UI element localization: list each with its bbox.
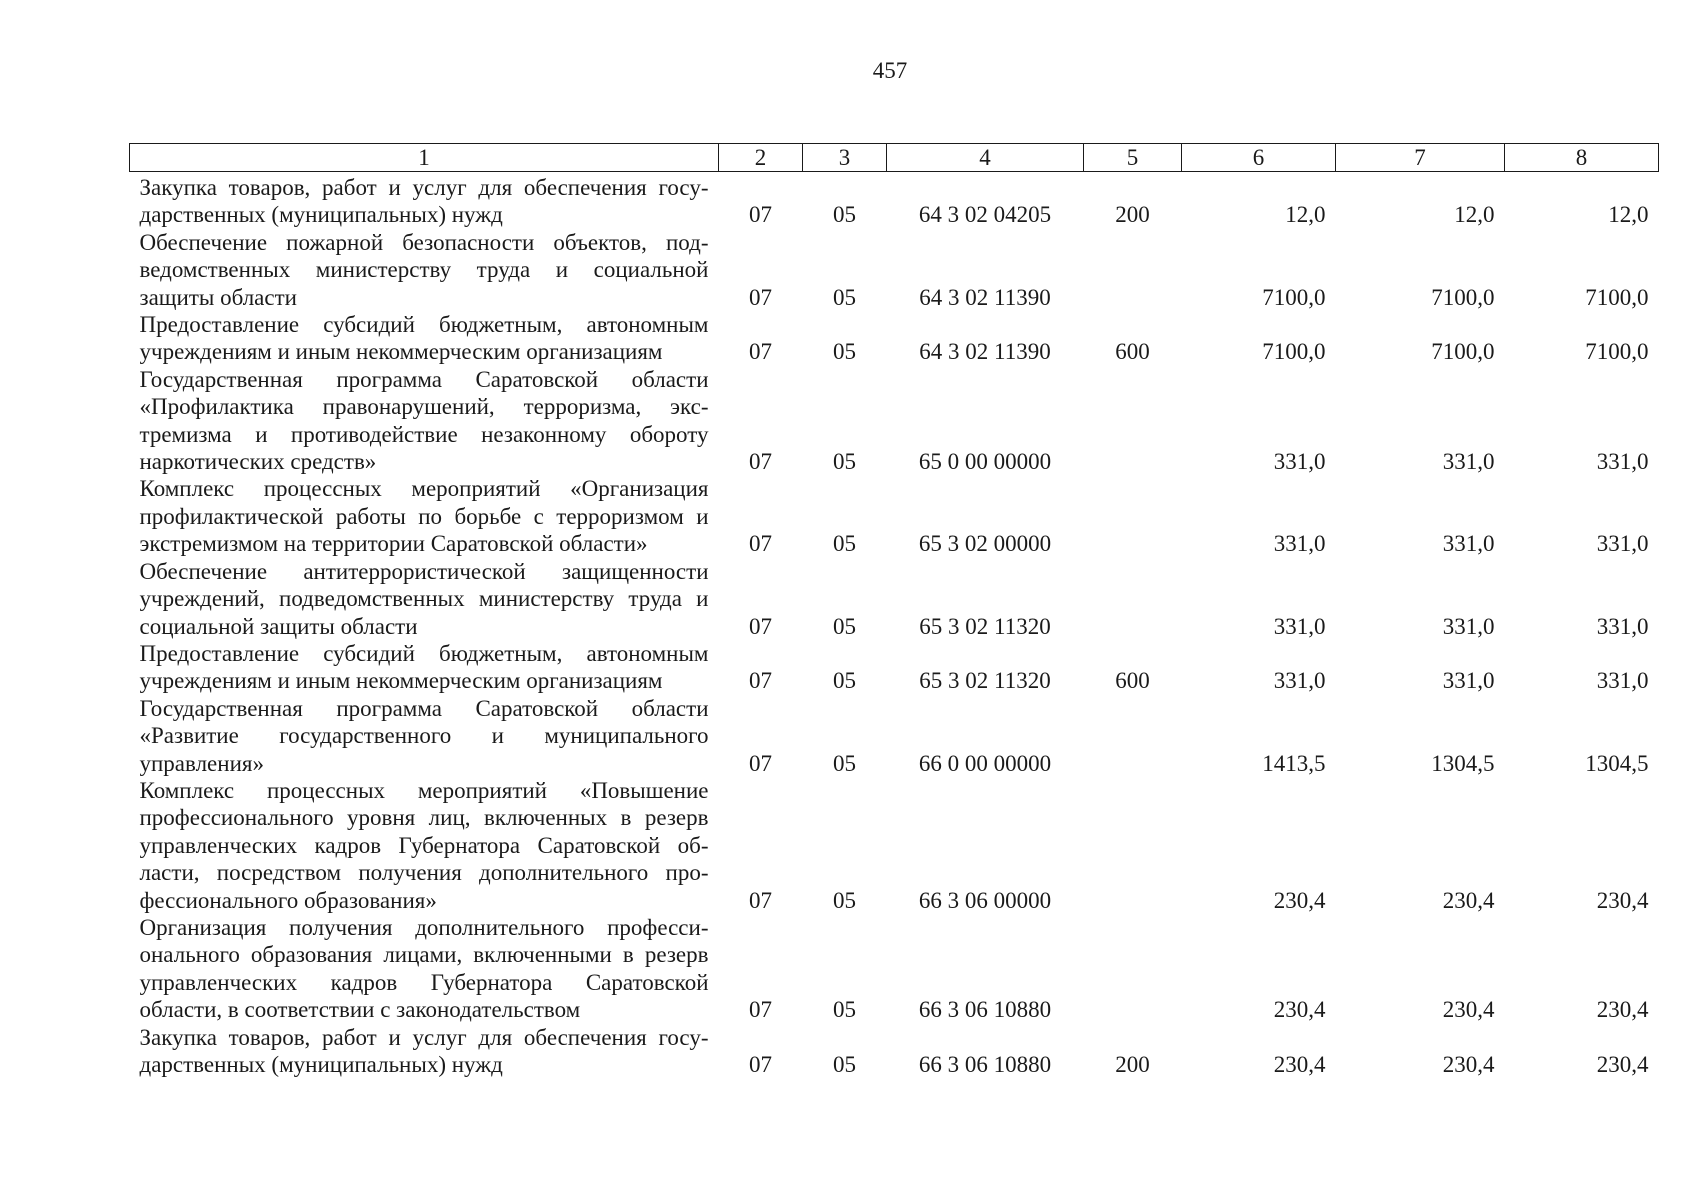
row-subsection: 05 xyxy=(833,668,856,694)
row-target-article: 65 3 02 11320 xyxy=(919,613,1051,639)
row-subsection: 05 xyxy=(833,887,856,913)
row-section: 07 xyxy=(749,202,772,228)
row-amount-year1: 12,0 xyxy=(1285,202,1326,228)
row-amount-year3: 7100,0 xyxy=(1585,284,1649,310)
row-description: Государственная программа Саратовской области «Развитие государственного и муниципального управления» xyxy=(139,695,709,776)
row-amount-year2: 331,0 xyxy=(1442,449,1495,475)
row-target-article: 64 3 02 11390 xyxy=(919,339,1051,365)
row-description: Организация получения дополнительного профессионального образования лицами, включенными в резерв управленческих кадров Губернатора Саратовской области, в соответствии с законодательством xyxy=(139,914,709,1023)
row-amount-year2: 331,0 xyxy=(1442,668,1495,694)
row-target-article: 65 0 00 00000 xyxy=(918,449,1052,475)
row-amount-year3: 1304,5 xyxy=(1585,750,1649,776)
column-header-5: 5 xyxy=(1084,144,1182,172)
row-expense-type: 600 xyxy=(1115,339,1150,365)
budget-table xyxy=(129,143,1659,1078)
row-amount-year2: 7100,0 xyxy=(1431,284,1495,310)
page-number: 457 xyxy=(872,58,908,83)
row-target-article: 66 3 06 10880 xyxy=(918,1052,1052,1077)
row-subsection: 05 xyxy=(833,339,856,365)
row-amount-year2: 331,0 xyxy=(1442,613,1495,639)
table-row xyxy=(130,1024,1659,1079)
row-amount-year1: 331,0 xyxy=(1273,531,1326,557)
row-amount-year1: 230,4 xyxy=(1273,887,1326,913)
row-amount-year1: 1413,5 xyxy=(1262,750,1326,776)
row-expense-type: 600 xyxy=(1115,668,1150,694)
row-amount-year2: 1304,5 xyxy=(1431,750,1495,776)
row-target-article: 66 3 06 10880 xyxy=(918,997,1052,1023)
row-subsection: 05 xyxy=(833,750,856,776)
row-section: 07 xyxy=(749,531,772,557)
column-header-3: 3 xyxy=(803,144,887,172)
row-section: 07 xyxy=(749,613,772,639)
table-body xyxy=(130,172,1659,1079)
row-subsection: 05 xyxy=(833,997,856,1023)
table-header xyxy=(130,144,1659,172)
row-amount-year2: 230,4 xyxy=(1442,1052,1495,1077)
row-section: 07 xyxy=(749,997,772,1023)
column-header-8: 8 xyxy=(1505,144,1659,172)
table-row xyxy=(130,695,1659,777)
column-header-6: 6 xyxy=(1182,144,1336,172)
row-subsection: 05 xyxy=(833,1052,856,1077)
row-target-article: 66 3 06 00000 xyxy=(918,887,1052,913)
row-section: 07 xyxy=(749,1052,772,1077)
row-expense-type xyxy=(1084,229,1182,311)
row-section: 07 xyxy=(749,668,772,694)
row-description: Предоставление субсидий бюджетным, автономным учреждениям и иным некоммерческим организациям xyxy=(139,640,709,694)
row-amount-year1: 7100,0 xyxy=(1262,284,1326,310)
row-amount-year2: 230,4 xyxy=(1442,997,1495,1023)
row-amount-year3: 331,0 xyxy=(1596,449,1649,475)
row-amount-year2: 12,0 xyxy=(1454,202,1495,228)
row-subsection: 05 xyxy=(833,449,856,475)
row-amount-year3: 12,0 xyxy=(1608,202,1649,228)
row-expense-type xyxy=(1084,366,1182,476)
table-row xyxy=(130,311,1659,366)
row-subsection: 05 xyxy=(833,202,856,228)
table-row xyxy=(130,475,1659,557)
row-amount-year3: 331,0 xyxy=(1596,531,1649,557)
row-description: Комплекс процессных мероприятий «Повышение профессионального уровня лиц, включенных в резерв управленческих кадров Губернатора Саратовской области, посредством получения дополнительного профессионального образования» xyxy=(139,777,709,913)
row-amount-year3: 331,0 xyxy=(1596,613,1649,639)
row-expense-type: 200 xyxy=(1115,202,1150,228)
row-expense-type xyxy=(1084,475,1182,557)
table-row xyxy=(130,229,1659,311)
column-header-7: 7 xyxy=(1336,144,1505,172)
row-target-article: 64 3 02 11390 xyxy=(919,284,1051,310)
table-row xyxy=(130,777,1659,914)
row-expense-type xyxy=(1084,777,1182,914)
row-expense-type: 200 xyxy=(1115,1052,1150,1077)
row-description: Закупка товаров, работ и услуг для обеспечения государственных (муниципальных) нужд xyxy=(139,1024,709,1077)
row-section: 07 xyxy=(749,750,772,776)
row-target-article: 64 3 02 04205 xyxy=(918,202,1052,228)
row-amount-year3: 230,4 xyxy=(1596,1052,1649,1077)
header-row xyxy=(130,144,1659,172)
row-expense-type xyxy=(1084,695,1182,777)
row-section: 07 xyxy=(749,887,772,913)
row-amount-year3: 7100,0 xyxy=(1585,339,1649,365)
row-amount-year1: 7100,0 xyxy=(1262,339,1326,365)
row-amount-year3: 331,0 xyxy=(1596,668,1649,694)
row-target-article: 65 3 02 11320 xyxy=(919,668,1051,694)
column-header-4: 4 xyxy=(887,144,1084,172)
row-amount-year1: 331,0 xyxy=(1273,668,1326,694)
table-row xyxy=(130,172,1659,229)
row-subsection: 05 xyxy=(833,613,856,639)
row-description: Обеспечение пожарной безопасности объектов, подведомственных министерству труда и социальной защиты области xyxy=(139,229,709,310)
table-row xyxy=(130,558,1659,640)
row-description: Комплекс процессных мероприятий «Организация профилактической работы по борьбе с терроризмом и экстремизмом на территории Саратовской области» xyxy=(139,476,709,557)
row-target-article: 66 0 00 00000 xyxy=(918,750,1052,776)
column-header-1: 1 xyxy=(130,144,719,172)
row-amount-year3: 230,4 xyxy=(1596,997,1649,1023)
table-row xyxy=(130,366,1659,476)
row-amount-year1: 230,4 xyxy=(1273,1052,1326,1077)
row-section: 07 xyxy=(749,449,772,475)
row-description: Предоставление субсидий бюджетным, автономным учреждениям и иным некоммерческим организациям xyxy=(139,312,709,365)
row-amount-year1: 230,4 xyxy=(1273,997,1326,1023)
row-section: 07 xyxy=(749,284,772,310)
row-expense-type xyxy=(1084,558,1182,640)
row-amount-year2: 230,4 xyxy=(1442,887,1495,913)
row-target-article: 65 3 02 00000 xyxy=(918,531,1052,557)
row-subsection: 05 xyxy=(833,531,856,557)
table-row xyxy=(130,914,1659,1024)
row-expense-type xyxy=(1084,914,1182,1024)
row-amount-year2: 7100,0 xyxy=(1431,339,1495,365)
row-description: Государственная программа Саратовской области «Профилактика правонарушений, терроризма, экстремизма и противодействие незаконному обороту наркотических средств» xyxy=(139,366,709,475)
row-section: 07 xyxy=(749,339,772,365)
row-description: Закупка товаров, работ и услуг для обеспечения государственных (муниципальных) нужд xyxy=(139,175,709,228)
row-amount-year1: 331,0 xyxy=(1273,613,1326,639)
table-row xyxy=(130,640,1659,695)
row-amount-year1: 331,0 xyxy=(1273,449,1326,475)
row-subsection: 05 xyxy=(833,284,856,310)
row-amount-year3: 230,4 xyxy=(1596,887,1649,913)
column-header-2: 2 xyxy=(719,144,803,172)
row-amount-year2: 331,0 xyxy=(1442,531,1495,557)
row-description: Обеспечение антитеррористической защищенности учреждений, подведомственных министерству труда и социальной защиты области xyxy=(139,558,709,639)
